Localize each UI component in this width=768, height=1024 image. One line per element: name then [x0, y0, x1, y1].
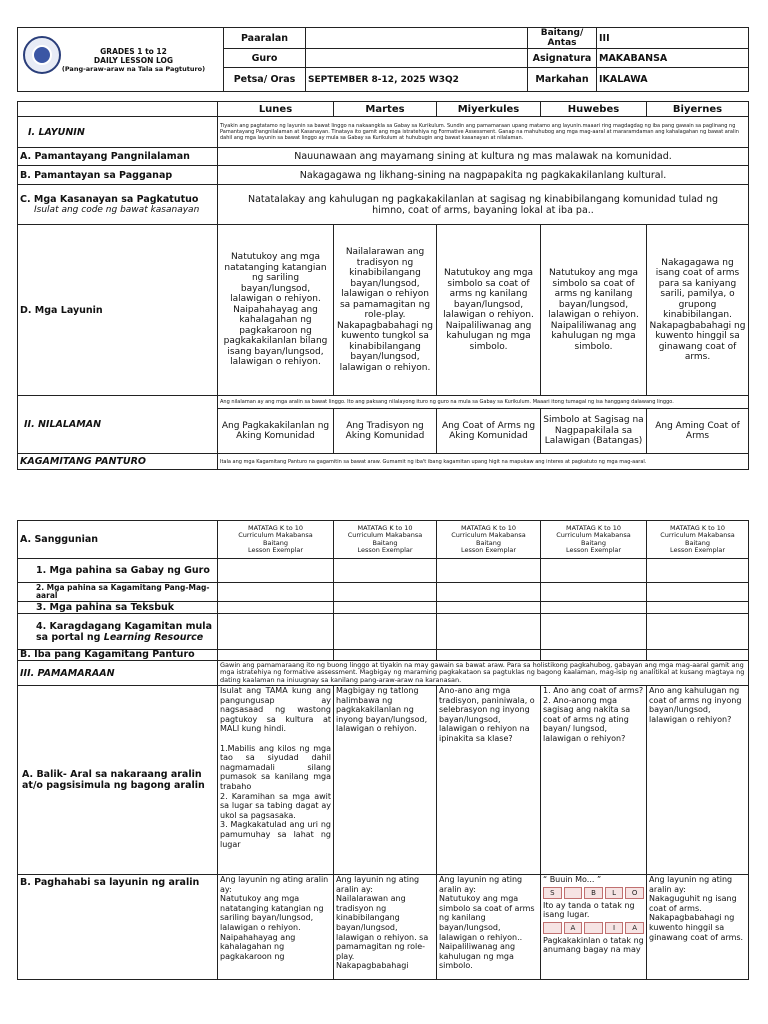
mga-layunin-label: D. Mga Layunin [18, 225, 218, 396]
day-header-miyerkules: Miyerkules [437, 102, 541, 117]
learning-resource-text: Learning Resource [103, 631, 204, 643]
gabay-guro-martes[interactable] [334, 559, 437, 583]
markahan-label: Markahan [528, 68, 597, 92]
balik-aral-label: A. Balik- Aral sa nakaraang aralin at/o pagsisimula ng bagong aralin [18, 686, 218, 875]
day-header-huwebes: Huwebes [541, 102, 647, 117]
karagdagang-kagamitan-label [18, 614, 218, 650]
kagamitang-mag-aaral-huwebes[interactable] [541, 583, 647, 602]
paghahabi-miyerkules: Ang layunin ng ating aralin ay: Natutukoy ang mga simbolo sa coat of arms ng kanilang bayan/lungsod, lalawigan o rehiyon.. Naipaliliwanag ang kahulugan ng mga simbolo. [437, 875, 541, 980]
guro-field[interactable] [306, 49, 528, 68]
curriculum-line: Lesson Exemplar [357, 546, 413, 554]
grades-title: GRADES 1 to 12 [100, 46, 167, 56]
balik-aral-lunes: Isulat ang TAMA kung ang pangungusap ay nagsasaad ng wastong pagtukoy sa kultura at MALI kung hindi. 1.Mabilis ang kilos ng mga tao sa siyudad dahil nagmamadali silang pumasok sa kanilang mga trabaho 2. Karamihan sa mga awit sa lugar sa tabing dagat ay ukol sa pagsasaka. 3. Magkakatulad ang uri ng pamumuhay sa lahat ng lugar [218, 686, 334, 875]
sanggunian-lunes [218, 521, 334, 559]
paghahabi-lunes: Ang layunin ng ating aralin ay: Natutukoy ang mga natatanging katangian ng sariling bayan/lungsod, lalawigan o rehiyon. Naipahahayag ang kahalagahan ng pagkakaroon ng [218, 875, 334, 980]
day-header-biyernes: Biyernes [647, 102, 749, 117]
curriculum-line: Curriculum Makabansa [347, 531, 423, 539]
nilalaman-label: II. NILALAMAN [18, 396, 218, 454]
curriculum-line: Lesson Exemplar [460, 546, 517, 554]
balik-aral-biyernes: Ano ang kahulugan ng coat of arms ng inyong bayan/lungsod, lalawigan o rehiyon? [647, 686, 749, 875]
layunin-biyernes: Nakagagawa ng isang coat of arms para sa kaniyang sarili, pamilya, o grupong kinabibilangan. Nakapagbabahagi ng kuwento hinggil sa ginawang coat of arms. [647, 225, 749, 396]
pangnilalaman-label: A. Pamantayang Pangnilalaman [18, 148, 218, 166]
paaralan-label: Paaralan [224, 28, 306, 49]
kagamitang-mag-aaral-biyernes[interactable] [647, 583, 749, 602]
sanggunian-martes [334, 521, 437, 559]
gabay-guro-miyerkules[interactable] [437, 559, 541, 583]
letter-box[interactable]: S [543, 887, 562, 899]
curriculum-line: Curriculum Makabansa [660, 531, 735, 539]
iba-pang-martes[interactable] [334, 650, 437, 661]
nilalaman-huwebes: Simbolo at Sagisag na Nagpapakilala sa Lalawigan (Batangas) [541, 409, 647, 454]
pagganap-value: Nakagagawa ng likhang-sining na nagpapakita ng pagkakakilanlang kultural. [218, 166, 749, 185]
letter-box[interactable]: O [625, 887, 644, 899]
layunin-huwebes: Natutukoy ang mga simbolo sa coat of arms ng kanilang bayan/lungsod, lalawigan o rehiyon. Naipaliliwanag ang kahulugan ng mga simbolo. [541, 225, 647, 396]
letter-box[interactable]: I [605, 922, 624, 934]
sanggunian-label: A. Sanggunian [18, 521, 218, 559]
layunin-note: Tiyakin ang pagtatamo ng layunin sa bawat linggo na nakaangkla sa Gabay sa Kurikulum. Sundin ang pamamaraan upang matamo ang layunin.maaari ring magdagdag ng iba pang gawain sa paglinang ng Pamantayang Pangnilalaman at Kasanayan. Tinataya ito gamit ang mga istratehiya ng Formative Assessment. Ganap na mahuhubog ang mga mag-aaral at mararamdaman ang kahalagahan ng bawat aralin dahil ang mga layunin sa bawat linggo ay mula sa Gabay sa Kurikulum at huhubugin ang bawat kasanayan at nilalaman. [218, 117, 749, 148]
karagdagang-miyerkules[interactable] [437, 614, 541, 650]
pagganap-label: B. Pamantayan sa Pagganap [18, 166, 218, 185]
letter-box-row-1 [543, 887, 644, 899]
kagamitang-mag-aaral-miyerkules[interactable] [437, 583, 541, 602]
nilalaman-note: Ang nilalaman ay ang mga aralin sa bawat linggo. Ito ang paksang nilalayong ituro ng guro na mula sa Gabay sa Kurikulum. Maaari itong tumagal ng isa hanggang dalawang linggo. [218, 396, 749, 409]
dll-subtitle: (Pang-araw-araw na Tala sa Pagtuturo) [61, 64, 206, 73]
nilalaman-biyernes: Ang Aming Coat of Arms [647, 409, 749, 454]
sanggunian-miyerkules [437, 521, 541, 559]
curriculum-line: MATATAG K to 10 [565, 523, 622, 532]
day-header-lunes: Lunes [218, 102, 334, 117]
karagdagang-huwebes[interactable] [541, 614, 647, 650]
lesson-table-1 [17, 101, 749, 470]
karagdagang-lunes[interactable] [218, 614, 334, 650]
paghahabi-huwebes [541, 875, 647, 980]
teksbuk-lunes[interactable] [218, 602, 334, 614]
letter-box[interactable]: B [584, 887, 603, 899]
teksbuk-martes[interactable] [334, 602, 437, 614]
pangnilalaman-value: Nauunawaan ang mayamang sining at kultura ng mas malawak na komunidad. [218, 148, 749, 166]
layunin-lunes: Natutukoy ang mga natatanging katangian ng sariling bayan/lungsod, lalawigan o rehiyon. Naipahahayag ang kahalagahan ng pagkakaroon ng pagkakakilanlan bilang isang bayan/lungsod, lalawigan o rehiyon. [218, 225, 334, 396]
gabay-guro-biyernes[interactable] [647, 559, 749, 583]
baitang-field[interactable]: III [597, 28, 749, 49]
curriculum-line: Baitang [262, 538, 289, 547]
teksbuk-miyerkules[interactable] [437, 602, 541, 614]
lesson-table-2 [17, 520, 749, 980]
teksbuk-biyernes[interactable] [647, 602, 749, 614]
letter-box[interactable]: L [605, 887, 624, 899]
letter-box-row-2 [543, 922, 644, 934]
iba-pang-kagamitan-label: B. Iba pang Kagamitang Panturo [18, 650, 218, 661]
balik-aral-miyerkules: Ano-ano ang mga tradisyon, paniniwala, o selebrasyon ng inyong bayan/lungsod, lalawigan o rehiyon na ipinakita sa klase? [437, 686, 541, 875]
karagdagang-kagamitan-text: 4. Karagdagang Kagamitan mula sa portal ng [36, 620, 212, 643]
letter-box[interactable] [543, 922, 562, 934]
curriculum-line: MATATAG K to 10 [669, 523, 726, 532]
balik-aral-huwebes: 1. Ano ang coat of arms? 2. Ano-anong mga sagisag ang nakita sa coat of arms ng ating bayan/ lungsod, lalawigan o rehiyon? [541, 686, 647, 875]
petsa-field[interactable]: SEPTEMBER 8-12, 2025 W3Q2 [306, 68, 528, 92]
pamamaraan-label: III. PAMAMARAAN [18, 661, 218, 686]
letter-box[interactable] [564, 887, 583, 899]
buuin-clue-1: Ito ay tanda o tatak ng isang lugar. [543, 900, 635, 920]
gabay-guro-lunes[interactable] [218, 559, 334, 583]
curriculum-line: MATATAG K to 10 [247, 523, 304, 532]
paghahabi-martes: Ang layunin ng ating aralin ay: Nailalarawan ang tradisyon ng kinabibilangang bayan/lungsod, lalawigan o rehiyon. sa pamamagitan ng role-play. Nakapagbabahagi [334, 875, 437, 980]
layunin-martes: Nailalarawan ang tradisyon ng kinabibilangang bayan/lungsod, lalawigan o rehiyon sa pamamagitan ng role-play. Nakapagbabahagi ng kuwento tungkol sa kinabibilangang bayan/lungsod, lalawigan o rehiyon. [334, 225, 437, 396]
nilalaman-lunes: Ang Pagkakakilanlan ng Aking Komunidad [218, 409, 334, 454]
guro-label: Guro [224, 49, 306, 68]
buuin-clue-2: Pagkakakinlan o tatak ng anumang bagay na may [543, 935, 644, 955]
karagdagang-biyernes[interactable] [647, 614, 749, 650]
iba-pang-miyerkules[interactable] [437, 650, 541, 661]
header-title-block [18, 28, 224, 92]
kagamitan-label: KAGAMITANG PANTURO [18, 454, 218, 470]
paghahabi-biyernes: Ang layunin ng ating aralin ay: Nakaguguhit ng isang coat of arms. Nakapagbabahagi ng kuwento hinggil sa ginawang coat of arms. [647, 875, 749, 980]
nilalaman-martes: Ang Tradisyon ng Aking Komunidad [334, 409, 437, 454]
kasanayan-sublabel: Isulat ang code ng bawat kasanayan [34, 205, 200, 215]
sanggunian-huwebes [541, 521, 647, 559]
curriculum-line: Curriculum Makabansa [451, 531, 526, 539]
kagamitang-mag-aaral-lunes[interactable] [218, 583, 334, 602]
kasanayan-value: Natatalakay ang kahulugan ng pagkakakilanlan at sagisag ng kinabibilangang komunidad tulad ng himno, coat of arms, bayaning lokal at iba pa.. [218, 185, 749, 225]
curriculum-line: Curriculum Makabansa [238, 531, 313, 539]
petsa-label: Petsa/ Oras [224, 68, 306, 92]
buuin-mo-title: “ Buuin Mo... ” [543, 875, 602, 884]
sanggunian-biyernes [647, 521, 749, 559]
letter-box[interactable]: A [625, 922, 644, 934]
asignatura-label: Asignatura [528, 49, 597, 68]
kasanayan-label-cell [18, 185, 218, 225]
kagamitang-mag-aaral-martes[interactable] [334, 583, 437, 602]
curriculum-line: MATATAG K to 10 [357, 523, 413, 532]
curriculum-line: Lesson Exemplar [669, 546, 726, 554]
pamamaraan-note: Gawin ang pamamaraang ito ng buong linggo at tiyakin na may gawain sa bawat araw. Para sa holistikong pagkahubog, gabayan ang mga mag-aaral gamit ang mga istratehiya ng formative assessment. Magbigay ng maraming pagkakataon sa pagtuklas ng bagong kaalaman, mag-isip ng analitikal at kusang magtaya ng dating kaalaman na iniuugnay sa kanilang pang-araw-araw na karanasan. [218, 661, 749, 686]
gabay-guro-label: 1. Mga pahina sa Gabay ng Guro [18, 559, 218, 583]
curriculum-line: MATATAG K to 10 [460, 523, 517, 532]
header-table [17, 27, 749, 92]
paaralan-field[interactable] [306, 28, 528, 49]
balik-aral-martes: Magbigay ng tatlong halimbawa ng pagkakakilanlan ng inyong bayan/lungsod, lalawigan o rehiyon. [334, 686, 437, 875]
baitang-label: Baitang/ Antas [528, 28, 597, 49]
kagamitang-mag-aaral-label: 2. Mga pahina sa Kagamitang Pang-Mag-aaral [18, 583, 218, 602]
teksbuk-huwebes[interactable] [541, 602, 647, 614]
iba-pang-lunes[interactable] [218, 650, 334, 661]
iba-pang-huwebes[interactable] [541, 650, 647, 661]
day-header-martes: Martes [334, 102, 437, 117]
curriculum-line: Baitang [684, 538, 711, 547]
teksbuk-label: 3. Mga pahina sa Teksbuk [18, 602, 218, 614]
paghahabi-label: B. Paghahabi sa layunin ng aralin [18, 875, 218, 980]
curriculum-line: Baitang [580, 538, 607, 547]
nilalaman-miyerkules: Ang Coat of Arms ng Aking Komunidad [437, 409, 541, 454]
letter-box[interactable]: A [564, 922, 583, 934]
layunin-miyerkules: Natutukoy ang mga simbolo sa coat of arms ng kanilang bayan/lungsod, lalawigan o rehiyon. Naipaliliwanag ang kahulugan ng mga simbolo. [437, 225, 541, 396]
layunin-label: I. LAYUNIN [18, 117, 218, 148]
curriculum-line: Lesson Exemplar [247, 546, 304, 554]
kagamitan-note: Itala ang mga Kagamitang Panturo na gagamitin sa bawat araw. Gumamit ng iba't ibang kagamitan upang higit na mapukaw ang interes at pagkatuto ng mga mag-aaral. [218, 454, 749, 470]
kasanayan-label: C. Mga Kasanayan sa Pagkatutuo [20, 194, 199, 205]
gabay-guro-huwebes[interactable] [541, 559, 647, 583]
karagdagang-martes[interactable] [334, 614, 437, 650]
curriculum-line: Curriculum Makabansa [556, 531, 631, 539]
blank-corner [18, 102, 218, 117]
letter-box[interactable] [584, 922, 603, 934]
markahan-field[interactable]: IKALAWA [597, 68, 749, 92]
curriculum-line: Baitang [475, 538, 502, 547]
curriculum-line: Lesson Exemplar [565, 546, 622, 554]
dll-title: DAILY LESSON LOG [93, 55, 174, 65]
curriculum-line: Baitang [372, 538, 398, 547]
asignatura-field[interactable]: MAKABANSA [597, 49, 749, 68]
iba-pang-biyernes[interactable] [647, 650, 749, 661]
